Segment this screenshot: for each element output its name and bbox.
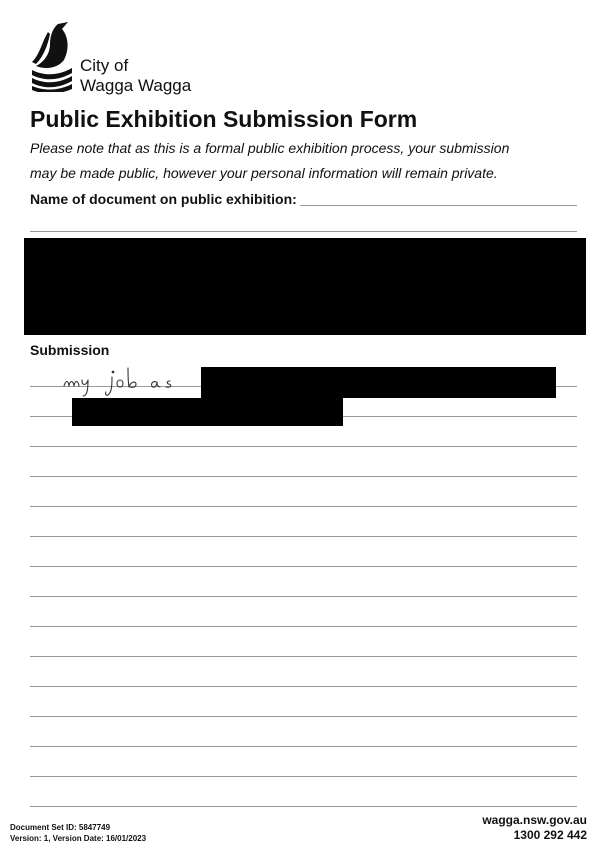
- crow-emblem-icon: [28, 20, 76, 92]
- logo-name-text: Wagga Wagga: [80, 76, 192, 95]
- privacy-notice-line-1: Please note that as this is a formal public exhibition process, your submission: [30, 140, 510, 156]
- submission-line[interactable]: [30, 476, 577, 477]
- redacted-submission-text-2: [72, 398, 343, 426]
- submission-line[interactable]: [30, 806, 577, 807]
- handwritten-submission-text: [58, 362, 203, 402]
- council-website: wagga.nsw.gov.au: [482, 813, 587, 827]
- submission-line[interactable]: [30, 626, 577, 627]
- submission-line[interactable]: [30, 656, 577, 657]
- council-phone: 1300 292 442: [513, 828, 587, 842]
- form-title: Public Exhibition Submission Form: [30, 106, 418, 132]
- document-set-id: Document Set ID: 5847749: [10, 823, 111, 832]
- document-name-label: Name of document on public exhibition:: [30, 191, 297, 207]
- submission-line[interactable]: [30, 596, 577, 597]
- redacted-personal-details: [24, 238, 586, 335]
- submission-line[interactable]: [30, 506, 577, 507]
- redacted-submission-text-1: [201, 367, 556, 398]
- submission-line[interactable]: [30, 776, 577, 777]
- submission-line[interactable]: [30, 446, 577, 447]
- document-name-field-line-2[interactable]: [30, 231, 577, 232]
- submission-line[interactable]: [30, 566, 577, 567]
- logo-city-text: City of: [80, 56, 129, 75]
- submission-line[interactable]: [30, 746, 577, 747]
- submission-line[interactable]: [30, 716, 577, 717]
- privacy-notice-line-2: may be made public, however your personal information will remain private.: [30, 165, 498, 181]
- submission-label: Submission: [30, 342, 110, 358]
- submission-line[interactable]: [30, 536, 577, 537]
- submission-line[interactable]: [30, 686, 577, 687]
- document-version: Version: 1, Version Date: 16/01/2023: [10, 834, 147, 843]
- document-name-field-line[interactable]: [300, 205, 577, 206]
